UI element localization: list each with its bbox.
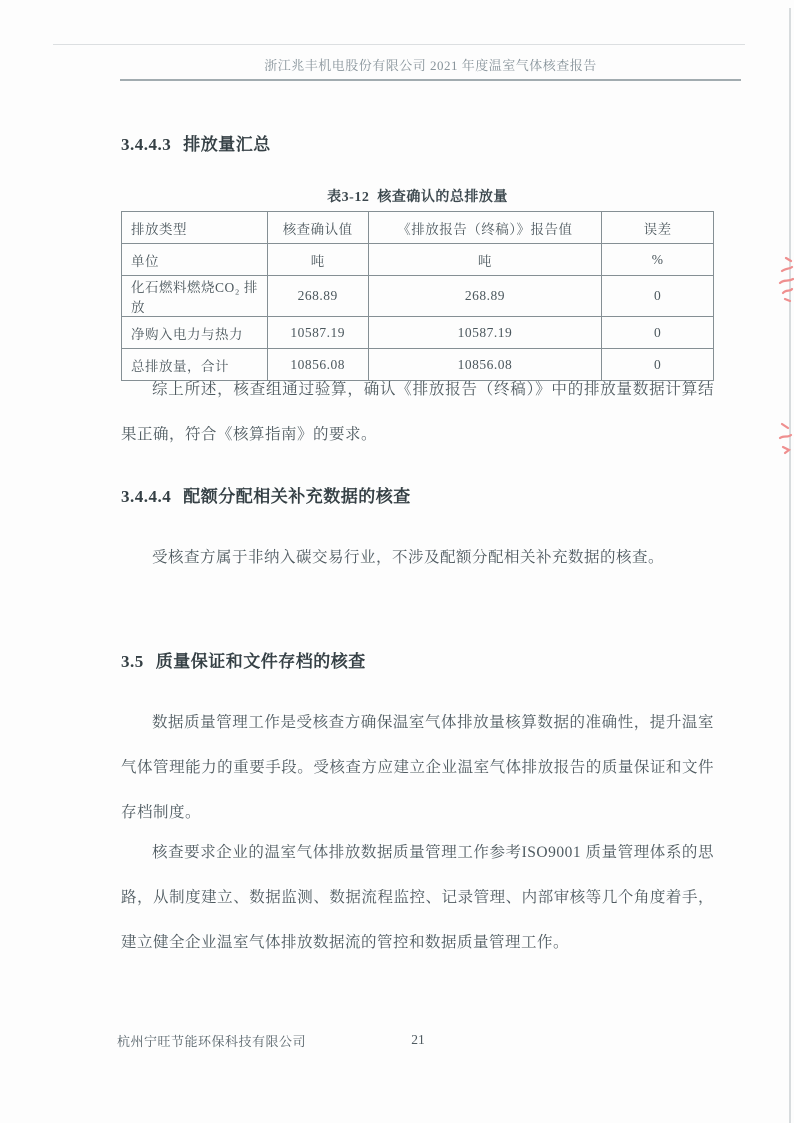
table-cell: 单位 [122, 244, 268, 276]
table-header-cell: 核查确认值 [267, 212, 368, 244]
scan-artifact-line [53, 44, 745, 45]
table-cell: 10856.08 [368, 349, 602, 381]
table-caption [121, 186, 714, 206]
red-pen-mark [774, 420, 794, 456]
emissions-summary-table [121, 211, 714, 381]
paragraph-quality-management-1: 数据质量管理工作是受核查方确保温室气体排放量核算数据的准确性，提升温室气体管理能力的重要手段。受核查方应建立企业温室气体排放报告的质量保证和文件存档制度。 [121, 714, 714, 821]
section-number: 3.4.4.4 [121, 487, 172, 506]
page-edge-line [789, 8, 791, 1123]
table-cell: 10856.08 [267, 349, 368, 381]
section-heading-35 [121, 647, 714, 672]
table-cell: 吨 [267, 244, 368, 276]
table-row [122, 276, 714, 317]
table-cell: 0 [602, 276, 714, 317]
table-header-cell: 《排放报告（终稿）》报告值 [368, 212, 602, 244]
table-cell: 268.89 [267, 276, 368, 317]
footer-company-name: 杭州宁旺节能环保科技有限公司 [117, 1034, 307, 1049]
table-cell: 吨 [368, 244, 602, 276]
table-cell: 净购入电力与热力 [122, 317, 268, 349]
table-title: 核查确认的总排放量 [377, 190, 508, 205]
red-pen-mark [772, 255, 794, 325]
report-title: 浙江兆丰机电股份有限公司 2021 年度温室气体核查报告 [264, 58, 597, 73]
section-number: 3.5 [121, 652, 144, 671]
paragraph-emission-conclusion: 综上所述，核查组通过验算，确认《排放报告（终稿）》中的排放量数据计算结果正确，符合《核算指南》的要求。 [121, 381, 714, 443]
paragraph-quality-management-2: 核查要求企业的温室气体排放数据质量管理工作参考ISO9001 质量管理体系的思路，从制度建立、数据监测、数据流程监控、记录管理、内部审核等几个角度着手，建立健全企业温室气体排放数据流的管控和数据质量管理工作。 [121, 844, 714, 951]
section-number: 3.4.4.3 [121, 135, 172, 154]
section-title: 配额分配相关补充数据的核查 [183, 487, 411, 506]
table-cell: 总排放量，合计 [122, 349, 268, 381]
section-heading-3443 [121, 130, 714, 155]
table-cell: 0 [602, 317, 714, 349]
table-row [122, 244, 714, 276]
section-heading-3444 [121, 482, 714, 507]
table-header-row [122, 212, 714, 244]
table-header-cell: 排放类型 [122, 212, 268, 244]
page-number: 21 [411, 1032, 425, 1047]
table-cell: 268.89 [368, 276, 602, 317]
table-number: 表3-12 [327, 190, 370, 205]
table-row [122, 317, 714, 349]
table-head [122, 212, 714, 244]
table-cell: 10587.19 [267, 317, 368, 349]
section-title: 质量保证和文件存档的核查 [155, 652, 366, 671]
table-cell: 化石燃料燃烧CO₂ 排放 [122, 276, 268, 317]
section-title: 排放量汇总 [183, 135, 271, 154]
table-cell: 10587.19 [368, 317, 602, 349]
table-header-cell: 误差 [602, 212, 714, 244]
table-cell: 0 [602, 349, 714, 381]
paragraph-quota-allocation: 受核查方属于非纳入碳交易行业，不涉及配额分配相关补充数据的核查。 [152, 549, 665, 566]
table-cell: % [602, 244, 714, 276]
page-header [120, 55, 741, 81]
table-body [122, 244, 714, 381]
